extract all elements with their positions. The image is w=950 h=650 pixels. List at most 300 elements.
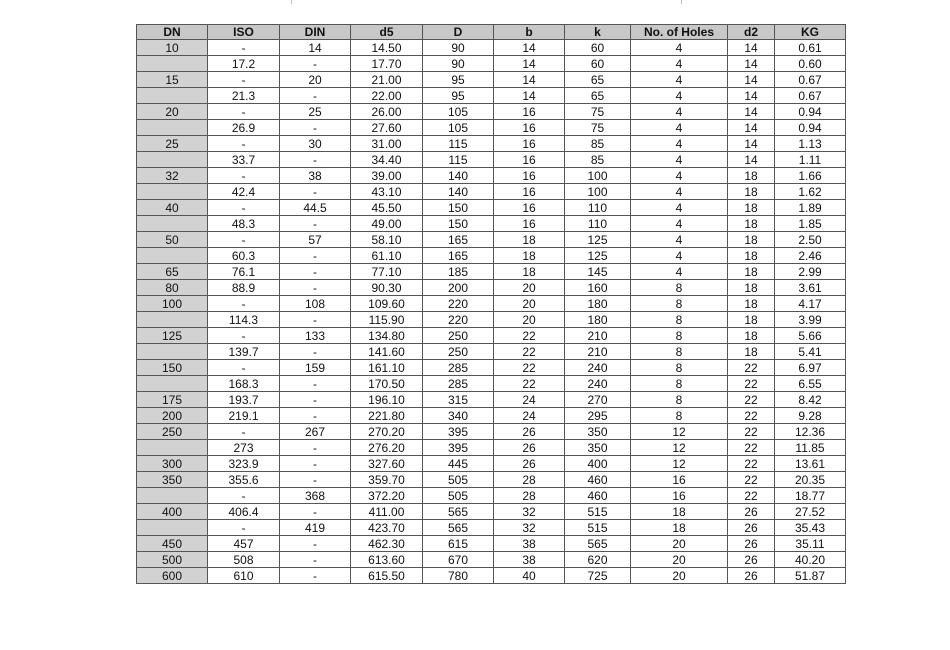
cell-d: 220: [423, 312, 494, 328]
cell-d5: 372.20: [351, 488, 423, 504]
cell-d5: 613.60: [351, 552, 423, 568]
cell-d5: 109.60: [351, 296, 423, 312]
cell-d2: 22: [728, 424, 775, 440]
cell-kg: 6.55: [775, 376, 846, 392]
cell-d5: 270.20: [351, 424, 423, 440]
cell-k: 60: [565, 56, 631, 72]
cell-d2: 18: [728, 344, 775, 360]
cell-b: 20: [494, 296, 565, 312]
cell-kg: 0.94: [775, 120, 846, 136]
cell-dn: [137, 440, 208, 456]
cell-k: 210: [565, 328, 631, 344]
cell-d5: 359.70: [351, 472, 423, 488]
cell-d2: 22: [728, 488, 775, 504]
cell-holes: 8: [631, 312, 728, 328]
cell-d: 105: [423, 104, 494, 120]
cell-d2: 14: [728, 136, 775, 152]
cell-kg: 9.28: [775, 408, 846, 424]
cell-dn: [137, 344, 208, 360]
cell-din: 133: [280, 328, 351, 344]
crop-mark-left: [291, 0, 292, 4]
cell-d2: 18: [728, 264, 775, 280]
cell-d5: 77.10: [351, 264, 423, 280]
cell-d: 95: [423, 72, 494, 88]
cell-kg: 3.99: [775, 312, 846, 328]
cell-b: 16: [494, 120, 565, 136]
cell-iso: 114.3: [208, 312, 280, 328]
cell-iso: 219.1: [208, 408, 280, 424]
cell-d5: 134.80: [351, 328, 423, 344]
table-row: [137, 168, 846, 184]
cell-iso: 60.3: [208, 248, 280, 264]
cell-k: 725: [565, 568, 631, 584]
cell-din: -: [280, 120, 351, 136]
cell-d5: 327.60: [351, 456, 423, 472]
cell-kg: 12.36: [775, 424, 846, 440]
cell-d: 115: [423, 136, 494, 152]
cell-d: 165: [423, 248, 494, 264]
table-row: [137, 424, 846, 440]
cell-b: 20: [494, 312, 565, 328]
cell-d5: 58.10: [351, 232, 423, 248]
cell-iso: 17.2: [208, 56, 280, 72]
cell-iso: -: [208, 360, 280, 376]
table-row: [137, 264, 846, 280]
cell-d: 565: [423, 520, 494, 536]
cell-kg: 0.60: [775, 56, 846, 72]
table-row: [137, 472, 846, 488]
cell-holes: 4: [631, 120, 728, 136]
cell-iso: 26.9: [208, 120, 280, 136]
cell-b: 18: [494, 248, 565, 264]
cell-k: 110: [565, 216, 631, 232]
cell-iso: 193.7: [208, 392, 280, 408]
cell-kg: 1.85: [775, 216, 846, 232]
cell-dn: [137, 312, 208, 328]
cell-kg: 2.99: [775, 264, 846, 280]
cell-din: -: [280, 152, 351, 168]
cell-din: -: [280, 56, 351, 72]
cell-k: 160: [565, 280, 631, 296]
cell-k: 270: [565, 392, 631, 408]
cell-d2: 14: [728, 88, 775, 104]
cell-d5: 462.30: [351, 536, 423, 552]
cell-dn: 450: [137, 536, 208, 552]
table-row: [137, 536, 846, 552]
cell-dn: [137, 56, 208, 72]
cell-din: -: [280, 472, 351, 488]
cell-kg: 1.62: [775, 184, 846, 200]
table-row: [137, 488, 846, 504]
cell-kg: 0.94: [775, 104, 846, 120]
table-row: [137, 456, 846, 472]
cell-b: 16: [494, 136, 565, 152]
cell-b: 22: [494, 344, 565, 360]
cell-d2: 18: [728, 168, 775, 184]
cell-d2: 18: [728, 200, 775, 216]
cell-d2: 26: [728, 552, 775, 568]
cell-din: 30: [280, 136, 351, 152]
cell-holes: 4: [631, 232, 728, 248]
cell-din: -: [280, 248, 351, 264]
cell-din: -: [280, 568, 351, 584]
cell-din: 38: [280, 168, 351, 184]
cell-d: 150: [423, 200, 494, 216]
cell-kg: 40.20: [775, 552, 846, 568]
cell-d2: 26: [728, 536, 775, 552]
cell-holes: 8: [631, 408, 728, 424]
cell-din: 368: [280, 488, 351, 504]
cell-din: 25: [280, 104, 351, 120]
cell-holes: 12: [631, 456, 728, 472]
cell-holes: 8: [631, 296, 728, 312]
cell-d5: 170.50: [351, 376, 423, 392]
cell-d5: 90.30: [351, 280, 423, 296]
cell-k: 515: [565, 504, 631, 520]
cell-kg: 35.11: [775, 536, 846, 552]
cell-kg: 5.41: [775, 344, 846, 360]
cell-holes: 20: [631, 552, 728, 568]
cell-d: 140: [423, 168, 494, 184]
cell-k: 75: [565, 120, 631, 136]
cell-d5: 45.50: [351, 200, 423, 216]
flange-dimensions-table: [136, 24, 846, 584]
cell-dn: 300: [137, 456, 208, 472]
cell-iso: -: [208, 200, 280, 216]
cell-d2: 26: [728, 520, 775, 536]
cell-kg: 35.43: [775, 520, 846, 536]
cell-holes: 4: [631, 168, 728, 184]
col-header-iso: ISO: [208, 25, 280, 40]
cell-d5: 161.10: [351, 360, 423, 376]
cell-d: 165: [423, 232, 494, 248]
cell-b: 26: [494, 440, 565, 456]
cell-iso: 355.6: [208, 472, 280, 488]
cell-dn: 65: [137, 264, 208, 280]
cell-d2: 18: [728, 232, 775, 248]
cell-d2: 18: [728, 328, 775, 344]
cell-kg: 1.11: [775, 152, 846, 168]
table-row: [137, 248, 846, 264]
cell-d5: 49.00: [351, 216, 423, 232]
cell-k: 100: [565, 184, 631, 200]
cell-d: 565: [423, 504, 494, 520]
table-row: [137, 88, 846, 104]
cell-dn: 32: [137, 168, 208, 184]
cell-din: -: [280, 536, 351, 552]
table-row: [137, 40, 846, 56]
cell-din: -: [280, 504, 351, 520]
cell-d: 95: [423, 88, 494, 104]
cell-b: 18: [494, 264, 565, 280]
cell-holes: 4: [631, 56, 728, 72]
cell-kg: 18.77: [775, 488, 846, 504]
cell-dn: 200: [137, 408, 208, 424]
cell-din: -: [280, 552, 351, 568]
cell-d5: 17.70: [351, 56, 423, 72]
cell-din: -: [280, 88, 351, 104]
table-row: [137, 440, 846, 456]
flange-table-container: [136, 24, 846, 584]
cell-dn: 350: [137, 472, 208, 488]
table-row: [137, 376, 846, 392]
cell-k: 295: [565, 408, 631, 424]
cell-iso: 48.3: [208, 216, 280, 232]
cell-d: 220: [423, 296, 494, 312]
cell-iso: -: [208, 520, 280, 536]
cell-d2: 14: [728, 72, 775, 88]
cell-d2: 18: [728, 216, 775, 232]
cell-k: 125: [565, 232, 631, 248]
cell-dn: 25: [137, 136, 208, 152]
cell-d: 445: [423, 456, 494, 472]
cell-dn: 40: [137, 200, 208, 216]
cell-k: 350: [565, 424, 631, 440]
cell-b: 18: [494, 232, 565, 248]
cell-iso: 139.7: [208, 344, 280, 360]
cell-iso: 33.7: [208, 152, 280, 168]
cell-d2: 22: [728, 392, 775, 408]
col-header-b: b: [494, 25, 565, 40]
cell-d2: 26: [728, 504, 775, 520]
cell-d5: 21.00: [351, 72, 423, 88]
cell-d: 340: [423, 408, 494, 424]
cell-b: 40: [494, 568, 565, 584]
cell-b: 14: [494, 56, 565, 72]
cell-b: 16: [494, 104, 565, 120]
cell-din: -: [280, 184, 351, 200]
col-header-kg: KG: [775, 25, 846, 40]
cell-din: 108: [280, 296, 351, 312]
cell-d: 90: [423, 40, 494, 56]
cell-d5: 43.10: [351, 184, 423, 200]
cell-d2: 22: [728, 440, 775, 456]
cell-d: 505: [423, 488, 494, 504]
cell-din: 44.5: [280, 200, 351, 216]
cell-k: 85: [565, 152, 631, 168]
cell-b: 28: [494, 488, 565, 504]
cell-b: 24: [494, 408, 565, 424]
table-body: [137, 40, 846, 584]
cell-din: -: [280, 264, 351, 280]
cell-b: 22: [494, 360, 565, 376]
cell-k: 100: [565, 168, 631, 184]
cell-dn: 150: [137, 360, 208, 376]
cell-d2: 26: [728, 568, 775, 584]
cell-holes: 4: [631, 136, 728, 152]
cell-iso: -: [208, 328, 280, 344]
col-header-din: DIN: [280, 25, 351, 40]
cell-holes: 8: [631, 376, 728, 392]
cell-d: 285: [423, 376, 494, 392]
cell-d5: 141.60: [351, 344, 423, 360]
cell-kg: 2.46: [775, 248, 846, 264]
cell-iso: -: [208, 72, 280, 88]
cell-dn: [137, 216, 208, 232]
cell-k: 400: [565, 456, 631, 472]
cell-k: 620: [565, 552, 631, 568]
cell-d5: 34.40: [351, 152, 423, 168]
cell-din: -: [280, 216, 351, 232]
cell-dn: 175: [137, 392, 208, 408]
cell-b: 20: [494, 280, 565, 296]
cell-dn: 20: [137, 104, 208, 120]
cell-dn: 10: [137, 40, 208, 56]
table-row: [137, 408, 846, 424]
table-row: [137, 280, 846, 296]
cell-din: -: [280, 392, 351, 408]
cell-iso: 76.1: [208, 264, 280, 280]
cell-d2: 14: [728, 104, 775, 120]
cell-k: 75: [565, 104, 631, 120]
table-row: [137, 568, 846, 584]
cell-dn: [137, 120, 208, 136]
cell-dn: 125: [137, 328, 208, 344]
cell-d2: 22: [728, 472, 775, 488]
cell-k: 240: [565, 360, 631, 376]
cell-dn: 600: [137, 568, 208, 584]
cell-dn: [137, 152, 208, 168]
cell-kg: 0.61: [775, 40, 846, 56]
cell-din: -: [280, 312, 351, 328]
cell-iso: -: [208, 136, 280, 152]
table-row: [137, 552, 846, 568]
cell-din: 419: [280, 520, 351, 536]
col-header-d5: d5: [351, 25, 423, 40]
cell-d: 115: [423, 152, 494, 168]
cell-d2: 18: [728, 312, 775, 328]
cell-iso: 323.9: [208, 456, 280, 472]
table-row: [137, 104, 846, 120]
cell-din: -: [280, 376, 351, 392]
cell-din: -: [280, 344, 351, 360]
cell-b: 24: [494, 392, 565, 408]
cell-holes: 8: [631, 344, 728, 360]
cell-k: 145: [565, 264, 631, 280]
cell-d: 200: [423, 280, 494, 296]
cell-dn: [137, 488, 208, 504]
cell-b: 26: [494, 424, 565, 440]
cell-dn: [137, 88, 208, 104]
cell-d5: 61.10: [351, 248, 423, 264]
cell-d: 615: [423, 536, 494, 552]
cell-d2: 22: [728, 376, 775, 392]
table-row: [137, 312, 846, 328]
cell-d: 140: [423, 184, 494, 200]
cell-d: 285: [423, 360, 494, 376]
header-row: [137, 25, 846, 40]
cell-d2: 18: [728, 296, 775, 312]
cell-d2: 14: [728, 40, 775, 56]
cell-kg: 51.87: [775, 568, 846, 584]
cell-b: 38: [494, 552, 565, 568]
cell-iso: -: [208, 40, 280, 56]
cell-k: 180: [565, 312, 631, 328]
cell-iso: 508: [208, 552, 280, 568]
cell-dn: 15: [137, 72, 208, 88]
cell-b: 16: [494, 168, 565, 184]
cell-din: -: [280, 408, 351, 424]
cell-dn: 50: [137, 232, 208, 248]
cell-dn: 100: [137, 296, 208, 312]
cell-k: 460: [565, 472, 631, 488]
table-row: [137, 184, 846, 200]
cell-holes: 4: [631, 200, 728, 216]
col-header-dn: DN: [137, 25, 208, 40]
cell-iso: -: [208, 296, 280, 312]
cell-din: 14: [280, 40, 351, 56]
cell-dn: [137, 520, 208, 536]
cell-b: 32: [494, 520, 565, 536]
cell-d: 250: [423, 344, 494, 360]
cell-b: 16: [494, 216, 565, 232]
cell-k: 60: [565, 40, 631, 56]
cell-dn: [137, 248, 208, 264]
cell-holes: 18: [631, 520, 728, 536]
cell-d5: 14.50: [351, 40, 423, 56]
col-header-k: k: [565, 25, 631, 40]
table-row: [137, 136, 846, 152]
cell-d2: 14: [728, 120, 775, 136]
cell-kg: 5.66: [775, 328, 846, 344]
cell-b: 22: [494, 328, 565, 344]
cell-k: 350: [565, 440, 631, 456]
table-row: [137, 152, 846, 168]
cell-b: 26: [494, 456, 565, 472]
cell-d: 185: [423, 264, 494, 280]
cell-d5: 221.80: [351, 408, 423, 424]
cell-kg: 2.50: [775, 232, 846, 248]
cell-iso: 406.4: [208, 504, 280, 520]
cell-kg: 4.17: [775, 296, 846, 312]
cell-d: 105: [423, 120, 494, 136]
cell-d5: 31.00: [351, 136, 423, 152]
cell-d2: 18: [728, 248, 775, 264]
cell-d5: 26.00: [351, 104, 423, 120]
cell-d5: 39.00: [351, 168, 423, 184]
cell-k: 85: [565, 136, 631, 152]
cell-holes: 20: [631, 568, 728, 584]
cell-holes: 16: [631, 488, 728, 504]
table-row: [137, 392, 846, 408]
cell-d2: 22: [728, 360, 775, 376]
cell-d2: 14: [728, 56, 775, 72]
cell-k: 460: [565, 488, 631, 504]
table-row: [137, 232, 846, 248]
cell-d5: 196.10: [351, 392, 423, 408]
cell-d: 250: [423, 328, 494, 344]
cell-holes: 4: [631, 216, 728, 232]
cell-k: 565: [565, 536, 631, 552]
cell-d: 90: [423, 56, 494, 72]
cell-d2: 22: [728, 456, 775, 472]
cell-k: 65: [565, 72, 631, 88]
cell-k: 125: [565, 248, 631, 264]
cell-b: 16: [494, 200, 565, 216]
cell-kg: 8.42: [775, 392, 846, 408]
table-row: [137, 200, 846, 216]
cell-b: 14: [494, 72, 565, 88]
cell-iso: 21.3: [208, 88, 280, 104]
cell-iso: 88.9: [208, 280, 280, 296]
crop-mark-right: [681, 0, 682, 4]
cell-din: 57: [280, 232, 351, 248]
cell-d2: 18: [728, 280, 775, 296]
table-row: [137, 56, 846, 72]
cell-d5: 615.50: [351, 568, 423, 584]
cell-d2: 18: [728, 184, 775, 200]
cell-d: 670: [423, 552, 494, 568]
